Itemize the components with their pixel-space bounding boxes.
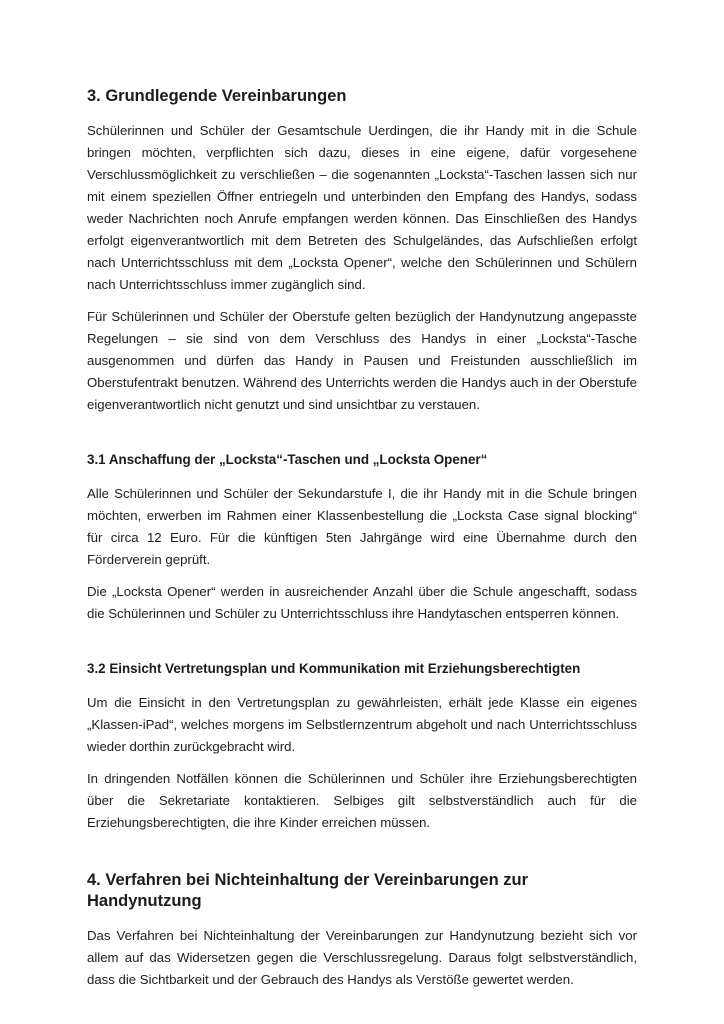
section-4-paragraph-1: Das Verfahren bei Nichteinhaltung der Vereinbarungen zur Handynutzung bezieht sich vor allem auf das Widersetzen gegen die Verschlussregelung. Daraus folgt selbstverständlich, dass die Sichtbarkeit und der Gebrauch des Handys als Verstöße gewertet werden. [87,928,637,987]
section-3-1-paragraph-2: Die „Locksta Opener“ werden in ausreichender Anzahl über die Schule angeschafft, sodass die Schülerinnen und Schüler zu Unterrichtsschluss ihre Handytaschen entsperren können. [87,584,637,621]
section-3-1-paragraph-1: Alle Schülerinnen und Schüler der Sekundarstufe I, die ihr Handy mit in die Schule bringen möchten, erwerben im Rahmen einer Klassenbestellung die „Locksta Case signal blocking“ für circa 12 Euro. Für die künftigen 5ten Jahrgänge wird eine Übernahme durch den Förderverein geprüft. [87,486,637,567]
section-3-heading: 3. Grundlegende Vereinbarungen [87,87,347,105]
section-4-heading: 4. Verfahren bei Nichteinhaltung der Vereinbarungen zur Handynutzung [87,871,529,910]
section-3-paragraph-2: Für Schülerinnen und Schüler der Oberstufe gelten bezüglich der Handynutzung angepasste Regelungen – sie sind von dem Verschluss des Handys in einer „Locksta“-Tasche ausgenommen und dürfen das Handy in Pausen und Freistunden ausschließlich im Oberstufentrakt benutzen. Während des Unterrichts werden die Handys auch in der Oberstufe eigenverantwortlich nicht genutzt und sind unsichtbar zu verstauen. [87,309,637,412]
section-3-2-paragraph-2: In dringenden Notfällen können die Schülerinnen und Schüler ihre Erziehungsberechtigten über die Sekretariate kontaktieren. Selbiges gilt selbstverständlich auch für die Erziehungsberechtigten, die ihre Kinder erreichen müssen. [87,771,637,830]
section-3-2-heading: 3.2 Einsicht Vertretungsplan und Kommunikation mit Erziehungsberechtigten [87,661,581,676]
section-3-paragraph-1: Schülerinnen und Schüler der Gesamtschule Uerdingen, die ihr Handy mit in die Schule bringen möchten, verpflichten sich dazu, dieses in eine eigene, dafür vorgesehene Verschlussmöglichkeit zu verschließen – die sogenannten „Locksta“-Taschen lassen sich nur mit einem speziellen Öffner entriegeln und unterbinden den Empfang des Handys, sodass weder Nachrichten noch Anrufe empfangen werden können. Das Einschließen des Handys erfolgt eigenverantwortlich mit dem Betreten des Schulgeländes, das Aufschließen erfolgt nach Unterrichtsschluss mit dem „Locksta Opener“, welche den Schülerinnen und Schülern nach Unterrichtsschluss immer zugänglich sind. [87,123,637,292]
section-3-2-paragraph-1: Um die Einsicht in den Vertretungsplan zu gewährleisten, erhält jede Klasse ein eigenes „Klassen-iPad“, welches morgens im Selbstlernzentrum abgeholt und nach Unterrichtsschluss wieder dorthin zurückgebracht wird. [87,695,637,754]
section-3-1-heading: 3.1 Anschaffung der „Locksta“-Taschen und „Locksta Opener“ [87,452,488,467]
